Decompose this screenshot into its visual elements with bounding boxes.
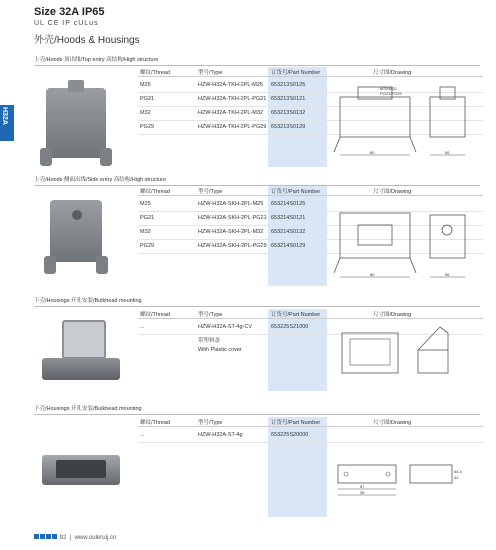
product-photo-bulkhead-housing (42, 455, 122, 495)
col-part: 订货号/Part Number (271, 70, 321, 76)
page-number: 92 (59, 535, 67, 541)
certification-marks: UL CE IP cULus (34, 20, 99, 27)
table-row: ... HZW-H32A-ST-4g 653225S20000 (138, 429, 483, 443)
footer: 92 | www.ouleruij.cn (34, 534, 116, 541)
page-title: Size 32A IP65 (34, 6, 105, 18)
technical-drawing-4: 57 36 64.4 42 (330, 455, 480, 505)
table-header: 螺纹/Thread 型号/Type 订货号/Part Number 尺寸图/Drawing (138, 309, 483, 319)
table-row: ... HZW-H32A-ST-4g-CV 653225S21000 (138, 321, 483, 335)
product-photo-side-entry-hood (50, 200, 102, 262)
product-photo-top-entry-hood (46, 88, 106, 158)
footer-url: www.ouleruij.cn (74, 535, 117, 541)
table-row: PG21 HZW-H32A-TKH-2PL-PG21 653213S0121 (138, 93, 483, 107)
table-row: M25 HZW-H32A-TKH-2PL-M25 653213S0125 (138, 79, 483, 93)
section-heading-2: 上壳/Hoods 侧面出线/Side entry 高结构/High structure (34, 175, 480, 186)
table-header: 螺纹/Thread 型号/Type 订货号/Part Number 尺寸图/Drawing (138, 186, 483, 196)
product-photo-housing-with-cover (42, 320, 122, 390)
table-header: 螺纹/Thread 型号/Type 订货号/Part Number 尺寸图/Drawing (138, 417, 483, 427)
table-row: M32 HZW-H32A-SKH-2PL-M32 653214S0132 (138, 226, 483, 240)
technical-drawing-2: 80 56 (330, 205, 480, 285)
section-heading-4: 下壳/Housings 开孔安装/Bulkhead mounting (34, 404, 480, 415)
section-heading-1: 上壳/Hoods 顶出线/Top entry 高结构/High structure (34, 55, 480, 66)
table-row: PG29 HZW-H32A-SKH-2PL-PG29 653214S0129 (138, 240, 483, 254)
col-thread: 螺纹/Thread (140, 70, 170, 76)
table-row: PG29 HZW-H32A-TKH-2PL-PG29 653213S0129 (138, 121, 483, 135)
page-subtitle: 外壳/Hoods & Housings (34, 35, 140, 46)
section-heading-3: 下壳/Housings 开孔安装/Bulkhead mounting (34, 296, 480, 307)
technical-drawing-3 (330, 325, 480, 390)
table-header (138, 67, 483, 77)
cover-note: 带塑料盖 With Plastic cover (198, 338, 242, 353)
col-drawing: 尺寸图/Drawing (373, 70, 412, 76)
side-tab-label: H32A (1, 107, 8, 125)
technical-drawing-1: M25/M32 PG21/PG29 80 56 (330, 82, 480, 162)
table-row: M25 HZW-H32A-SKH-2PL-M25 653214S0125 (138, 198, 483, 212)
side-tab (0, 105, 14, 141)
footer-color-blocks (34, 535, 58, 541)
table-row: M32 HZW-H32A-TKH-2PL-M32 653213S0132 (138, 107, 483, 121)
col-type: 型号/Type (198, 70, 223, 76)
table-row: PG21 HZW-H32A-SKH-2PL-PG21 653214S0121 (138, 212, 483, 226)
